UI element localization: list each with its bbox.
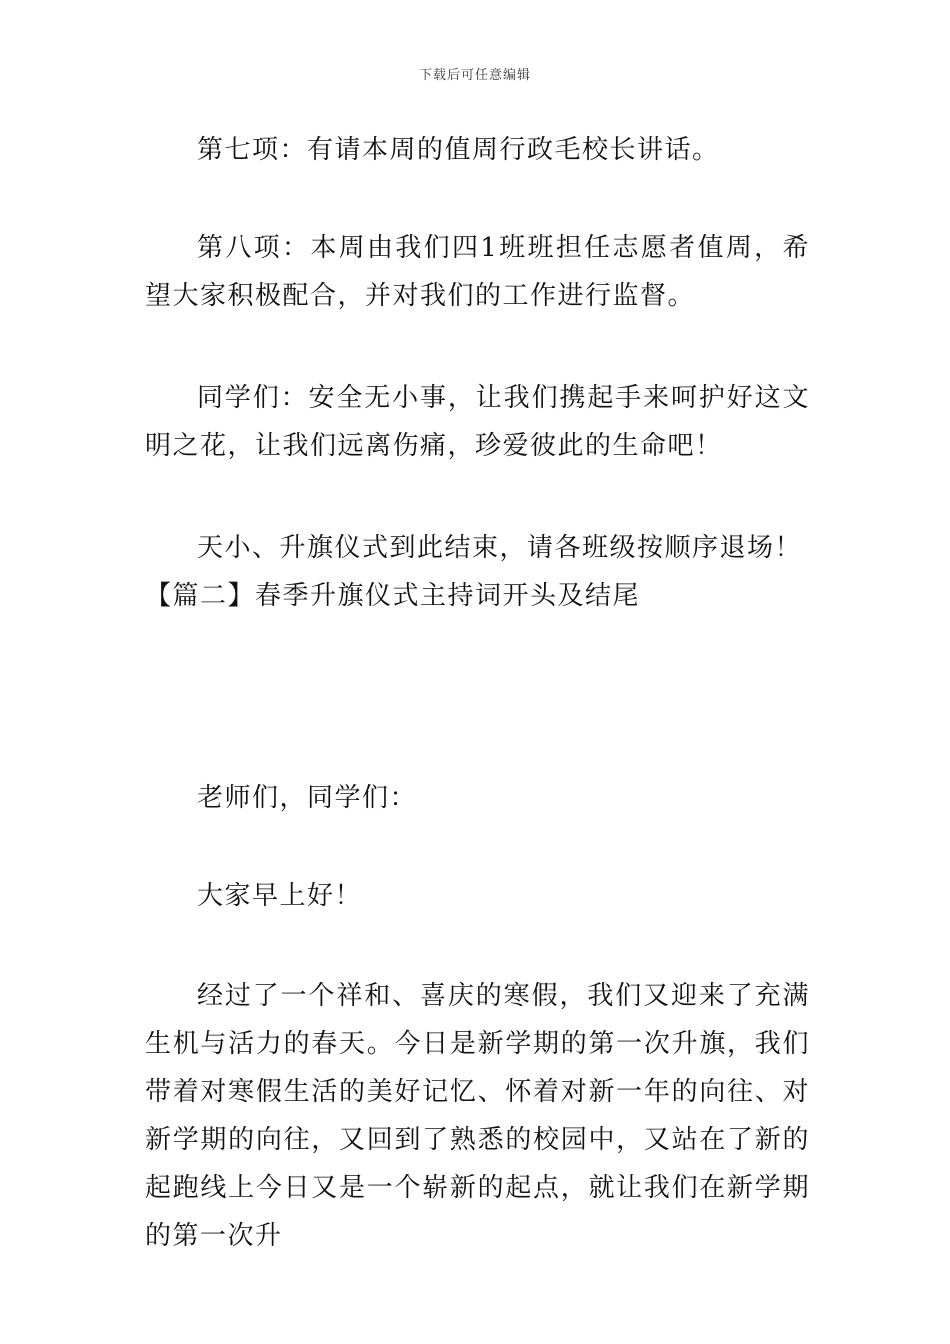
page-header: 下载后可任意编辑 bbox=[418, 68, 531, 83]
paragraph-ceremony-end: 天小、升旗仪式到此结束，请各班级按顺序退场！ bbox=[197, 533, 803, 563]
paragraph-item-8: 第八项：本周由我们四1班班担任志愿者值周，希望大家积极配合，并对我们的工作进行监督。 bbox=[145, 233, 810, 311]
paragraph-good-morning: 大家早上好！ bbox=[197, 881, 363, 911]
paragraph-greeting-address: 老师们，同学们： bbox=[197, 783, 418, 813]
section-heading: 【篇二】春季升旗仪式主持词开头及结尾 bbox=[145, 581, 641, 611]
paragraph-closing-appeal: 同学们：安全无小事，让我们携起手来呵护好这文明之花，让我们远离伤痛，珍爱彼此的生命吧！ bbox=[145, 383, 810, 461]
paragraph-main-text: 经过了一个祥和、喜庆的寒假，我们又迎来了充满生机与活力的春天。今日是新学期的第一次升旗，我们带着对寒假生活的美好记忆、怀着对新一年的向往、对新学期的向往，又回到了熟悉的校园中，又站在了新的起跑线上今日又是一个崭新的起点，就让我们在新学期的第一次升 bbox=[145, 981, 810, 1251]
paragraph-item-7: 第七项：有请本周的值周行政毛校长讲话。 bbox=[197, 135, 720, 165]
